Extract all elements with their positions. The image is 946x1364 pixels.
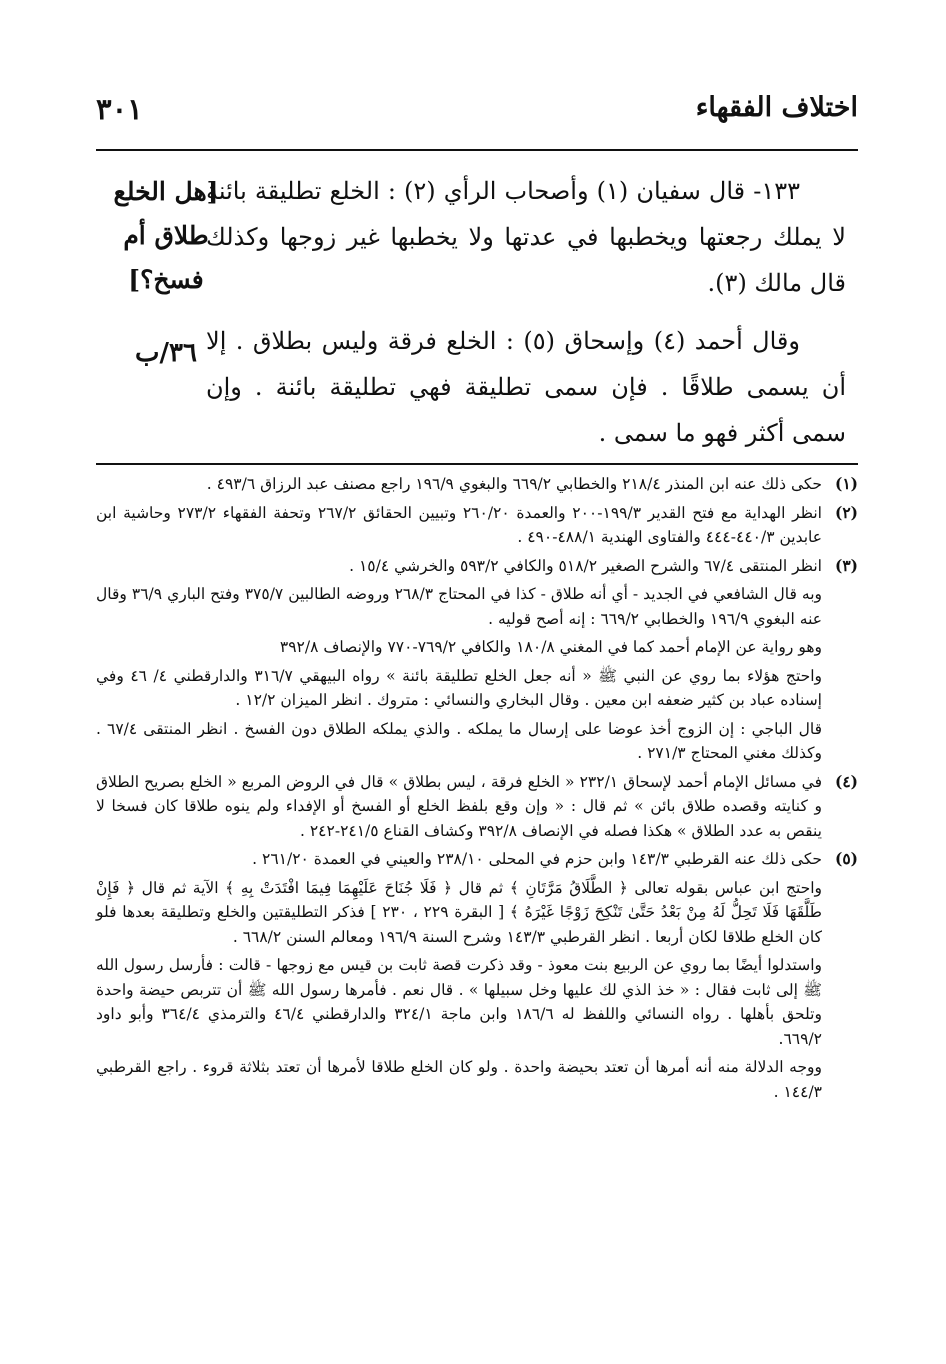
footnotes (96, 472, 858, 1108)
footnote-3 (96, 554, 858, 766)
footnote-continuation: وبه قال الشافعي في الجديد - أي أنه طلاق - كذا في المحتاج ٢٦٨/٣ وروضه الطالبين ٣٧٥/٧ وفتح الباري ٣٦/٩ وقال عنه البغوي ١٩٦/٩ والخطابي ٦٦٩/٢ : إنه أصح قوليه . (96, 585, 822, 628)
footnote-separator (96, 463, 858, 465)
footnote-text: انظر الهداية مع فتح القدير ١٩٩/٣-٢٠٠ والعمدة ٢٦٠/٢٠ وتبيين الحقائق ٢٦٧/٢ وتحفة الفقهاء ٢٧٣/٢ وحاشية ابن عابدين ٤٤٠/٣-٤٤٤ والفتاوى الهندية ٤٨٨/١-٤٩٠ . (96, 503, 822, 546)
footnote-2 (96, 501, 858, 550)
manuscript-folio-mark: ٣٦/ب (135, 338, 197, 368)
marginal-heading: [هل الخلع طلاق أم فسخ؟] (113, 177, 219, 294)
paragraph-ahmad: وقال أحمد (٤) وإسحاق (٥) : الخلع فرقة وليس بطلاق . إلا أن يسمى طلاقًا . فإن سمى تطليقة فهي تطليقة بائنة . وإن سمى أكثر فهو ما سمى . (206, 327, 846, 447)
page-header (96, 92, 858, 140)
footnote-continuation: واحتج ابن عباس بقوله تعالى ﴿ الطَّلَاقُ مَرَّتَانِ ﴾ ثم قال ﴿ فَلَا جُنَاحَ عَلَيْهِمَا فِيمَا افْتَدَتْ بِهِ ﴾ الآية ثم قال ﴿ فَإِنْ طَلَّقَهَا فَلَا تَحِلُّ لَهُ مِنْ بَعْدُ حَتَّىٰ تَنْكِحَ زَوْجًا غَيْرَهُ ﴾ [ البقرة ٢٢٩ ، ٢٣٠ ] فذكر التطليقتين والخلع وتطليقة بعدها فلو كان الخلع طلاقا لكان أربعا . انظر القرطبي ١٤٣/٣ وشرح السنة ١٩٦/٩ ومعالم السنن ٦٦٨/٢ . (96, 878, 823, 946)
footnote-text: حكى ذلك عنه ابن المنذر ٢١٨/٤ والخطابي ٦٦٩/٢ والبغوي ١٩٦/٩ راجع مصنف عبد الرزاق ٤٩٣/٦ . (206, 475, 822, 493)
footnote-number: (٤) (834, 771, 858, 791)
footnote-number: (٣) (834, 555, 858, 575)
footnote-number: (٢) (834, 502, 858, 522)
footnote-continuation: واحتج هؤلاء بما روي عن النبي ﷺ « أنه جعل الخلع تطليقة بائنة » رواه البيهقي ٣١٦/٧ والدارقطني ٤/ ٤٦ وفي إسناده عباد بن كثير ضعفه ابن معين . وقال البخاري والنسائي : متروك . انظر الميزان ١٢/٢ . (96, 666, 822, 709)
footnote-continuation: قال الباجي : إن الزوج أخذ عوضا على إرسال ما يملكه . والذي يملكه الطلاق دون الفسخ . انظر المنتقى ٦٧/٤ . وكذلك مغني المحتاج ٢٧١/٣ . (96, 719, 822, 762)
footnote-1 (96, 472, 858, 497)
footnote-text: انظر المنتقى ٦٧/٤ والشرح الصغير ٥١٨/٢ والكافي ٥٩٣/٢ والخرشي ١٥/٤ . (349, 556, 822, 575)
footnote-5 (96, 847, 858, 1104)
footnote-number: (٥) (834, 849, 858, 868)
footnote-text: حكى ذلك عنه القرطبي ١٤٣/٣ وابن حزم في المحلى ٢٣٨/١٠ والعيني في العمدة ٢٦١/٢٠ . (252, 850, 822, 868)
main-text (206, 168, 846, 468)
running-title: اختلاف الفقهاء (695, 92, 858, 123)
page-number: ٣٠١ (96, 92, 143, 126)
header-rule (96, 149, 858, 151)
footnote-continuation: ووجه الدلالة منه أنه أمرها أن تعتد بحيضة واحدة . ولو كان الخلع طلاقا لأمرها أن تعتد بثلاثة قروء . راجع القرطبي ١٤٤/٣ . (96, 1058, 822, 1101)
footnote-continuation: واستدلوا أيضًا بما روي عن الربيع بنت معوذ - وقد ذكرت قصة ثابت بن قيس مع زوجها - قالت : فأرسل رسول الله ﷺ إلى ثابت فقال : « خذ الذي لك عليها وخل سبيلها » . قال نعم . فأمرها رسول الله ﷺ أن تتربص حيضة واحدة وتلحق بأهلها . رواه النسائي واللفظ له ١٨٦/٦ وابن ماجة ٣٢٤/١ والدارقطني ٤٦/٤ والترمذي ٣٦٤/٤ وأبو داود ٦٦٩/٢. (96, 956, 822, 1048)
footnote-4 (96, 770, 858, 844)
footnote-continuation: وهو رواية عن الإمام أحمد كما في المغني ١٨٠/٨ والكافي ٧٦٩/٢-٧٧٠ والإنصاف ٣٩٢/٨ (279, 638, 822, 656)
footnote-number: (١) (834, 474, 858, 493)
footnote-text: في مسائل الإمام أحمد لإسحاق ٢٣٢/١ « الخلع فرقة ، ليس بطلاق » قال في الروض المربع « الخلع بصريح الطلاق و كنايته وقصده طلاق بائن » ثم قال : « وإن وقع بلفظ الخلع أو الفسخ أو الإفداء ولم ينوه طلاقا كان فسخا لا ينقص به عدد الطلاق » هكذا فصله في الإنصاف ٣٩٢/٨ وكشاف القناع ٢٤١/٥-٢٤٢ . (96, 772, 822, 840)
paragraph-133: ١٣٣- قال سفيان (١) وأصحاب الرأي (٢) : الخلع تطليقة بائنة لا يملك رجعتها ويخطبها في عدتها ولا يخطبها غير زوجها وكذلك قال مالك (٣). (206, 177, 846, 297)
